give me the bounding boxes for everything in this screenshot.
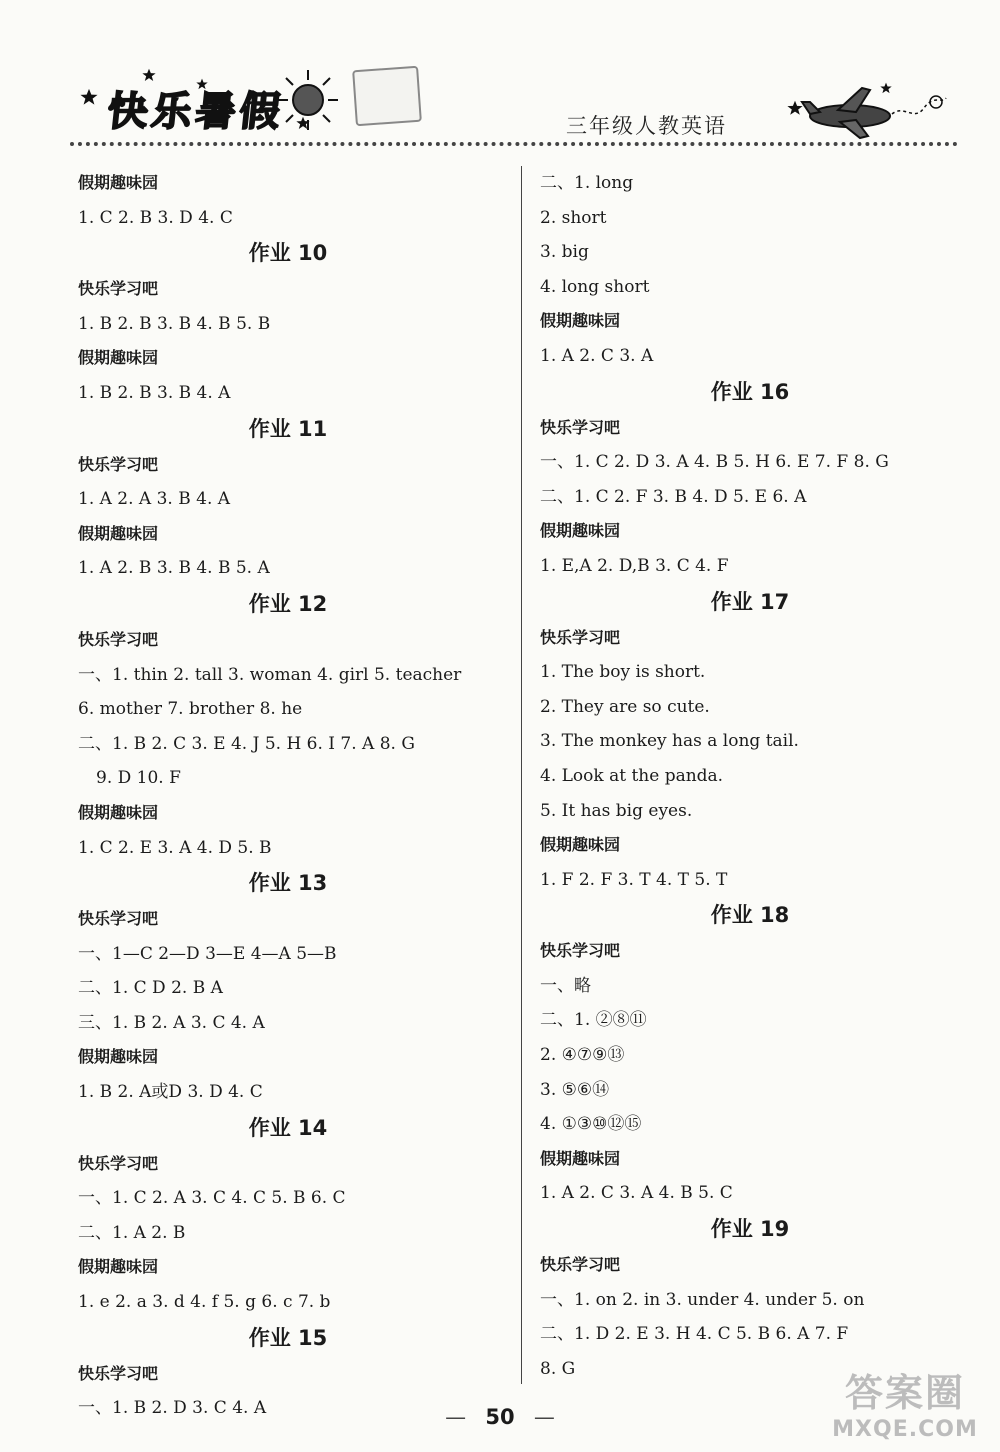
answer-line: 2. They are so cute.: [540, 696, 710, 717]
answer-line: 二、1. B 2. C 3. E 4. J 5. H 6. I 7. A 8. G: [78, 733, 415, 754]
answer-line: 3. ⑤⑥⑭: [540, 1079, 610, 1100]
assignment-heading: 作业 16: [710, 379, 790, 404]
answer-line: 1. e 2. a 3. d 4. f 5. g 6. c 7. b: [78, 1292, 331, 1313]
column-divider: [521, 166, 522, 1384]
answer-line: 3. The monkey has a long tail.: [540, 731, 799, 752]
answer-line: 2. short: [540, 207, 607, 228]
footer-dash-right: —: [533, 1405, 555, 1429]
answer-line: 二、1. D 2. E 3. H 4. C 5. B 6. A 7. F: [540, 1324, 849, 1345]
header-divider: [70, 142, 958, 146]
answer-line: 1. B 2. A或D 3. D 4. C: [78, 1082, 263, 1103]
answer-line: 8. G: [540, 1358, 576, 1379]
section-title: 快乐学习吧: [78, 1363, 159, 1383]
answer-line: 2. ④⑦⑨⑬: [540, 1045, 625, 1066]
section-title: 快乐学习吧: [78, 454, 159, 474]
answer-line: 一、1. C 2. A 3. C 4. C 5. B 6. C: [78, 1188, 346, 1209]
page-header: [0, 0, 1000, 160]
assignment-heading: 作业 10: [248, 241, 328, 266]
assignment-heading: 作业 18: [710, 903, 790, 928]
section-title: 快乐学习吧: [540, 417, 621, 437]
section-title: 假期趣味园: [78, 348, 159, 368]
answer-line: 一、1—C 2—D 3—E 4—A 5—B: [78, 943, 337, 964]
answer-line: 1. C 2. B 3. D 4. C: [78, 207, 233, 228]
sun-icon: [276, 68, 340, 132]
watermark-en: MXQE.COM: [832, 1417, 978, 1442]
section-title: 快乐学习吧: [540, 941, 621, 961]
answer-line: 一、1. B 2. D 3. C 4. A: [78, 1398, 267, 1419]
section-title: 假期趣味园: [78, 1047, 159, 1067]
logo-title: 快乐暑假: [105, 89, 287, 135]
section-title: 假期趣味园: [78, 523, 159, 543]
right-column: [540, 166, 960, 1386]
answer-line: 1. The boy is short.: [540, 662, 706, 683]
answer-line: 二、1. C D 2. B A: [78, 978, 223, 999]
section-title: 快乐学习吧: [540, 627, 621, 647]
grade-title: 三年级人教英语: [566, 114, 727, 138]
answer-line: 一、1. thin 2. tall 3. woman 4. girl 5. teacher: [78, 664, 462, 685]
airplane-icon: [800, 84, 960, 140]
section-title: 假期趣味园: [78, 1257, 159, 1277]
answer-line: 4. long short: [540, 276, 650, 297]
answer-line: 一、1. C 2. D 3. A 4. B 5. H 6. E 7. F 8. G: [540, 452, 889, 473]
section-title: 假期趣味园: [540, 311, 621, 331]
answer-line: 二、1. ②⑧⑪: [540, 1010, 647, 1031]
section-title: 快乐学习吧: [78, 279, 159, 299]
section-title: 假期趣味园: [78, 802, 159, 822]
answer-line: 1. A 2. A 3. B 4. A: [78, 489, 231, 510]
section-title: 假期趣味园: [78, 173, 159, 192]
watermark-cn: 答案圈: [844, 1371, 965, 1415]
answer-line: 6. mother 7. brother 8. he: [78, 699, 303, 720]
section-title: 假期趣味园: [540, 1148, 621, 1168]
section-title: 假期趣味园: [540, 521, 621, 541]
page-number: 50: [485, 1405, 515, 1429]
section-title: 快乐学习吧: [78, 909, 159, 929]
answer-line: 一、略: [540, 975, 591, 996]
answer-line: 1. A 2. B 3. B 4. B 5. A: [78, 558, 270, 579]
book-stamp-icon: [352, 66, 422, 126]
answer-line: 4. ①③⑩⑫⑮: [540, 1114, 642, 1135]
assignment-heading: 作业 12: [248, 591, 328, 616]
answer-line: 1. C 2. E 3. A 4. D 5. B: [78, 837, 272, 858]
section-title: 快乐学习吧: [78, 1153, 159, 1173]
answer-line: 5. It has big eyes.: [540, 800, 693, 821]
section-title: 快乐学习吧: [78, 629, 159, 649]
section-title: 快乐学习吧: [540, 1255, 621, 1275]
answer-line: 9. D 10. F: [96, 768, 181, 789]
watermark: [830, 1362, 980, 1442]
answer-line: 1. A 2. C 3. A 4. B 5. C: [540, 1183, 733, 1204]
answer-line: 1. B 2. B 3. B 4. A: [78, 382, 231, 403]
assignment-heading: 作业 13: [248, 871, 328, 896]
assignment-heading: 作业 19: [710, 1217, 790, 1242]
answer-line: 3. big: [540, 242, 589, 263]
footer-dash-left: —: [445, 1405, 467, 1429]
answer-line: 1. B 2. B 3. B 4. B 5. B: [78, 313, 271, 334]
assignment-heading: 作业 14: [248, 1115, 328, 1140]
answer-line: 二、1. C 2. F 3. B 4. D 5. E 6. A: [540, 486, 807, 507]
answer-line: 一、1. on 2. in 3. under 4. under 5. on: [540, 1289, 865, 1310]
answer-line: 二、1. A 2. B: [78, 1222, 186, 1243]
assignment-heading: 作业 15: [248, 1325, 328, 1350]
section-title: 假期趣味园: [540, 835, 621, 855]
assignment-heading: 作业 17: [710, 589, 790, 614]
answer-line: 1. E,A 2. D,B 3. C 4. F: [540, 555, 729, 576]
left-column: [78, 166, 498, 1426]
star-icon: [80, 88, 98, 106]
answer-line: 三、1. B 2. A 3. C 4. A: [78, 1012, 265, 1033]
assignment-heading: 作业 11: [248, 416, 328, 441]
answer-line: 二、1. long: [540, 173, 634, 193]
answer-line: 1. A 2. C 3. A: [540, 345, 654, 366]
answer-line: 1. F 2. F 3. T 4. T 5. T: [540, 869, 728, 890]
answer-line: 4. Look at the panda.: [540, 765, 724, 786]
